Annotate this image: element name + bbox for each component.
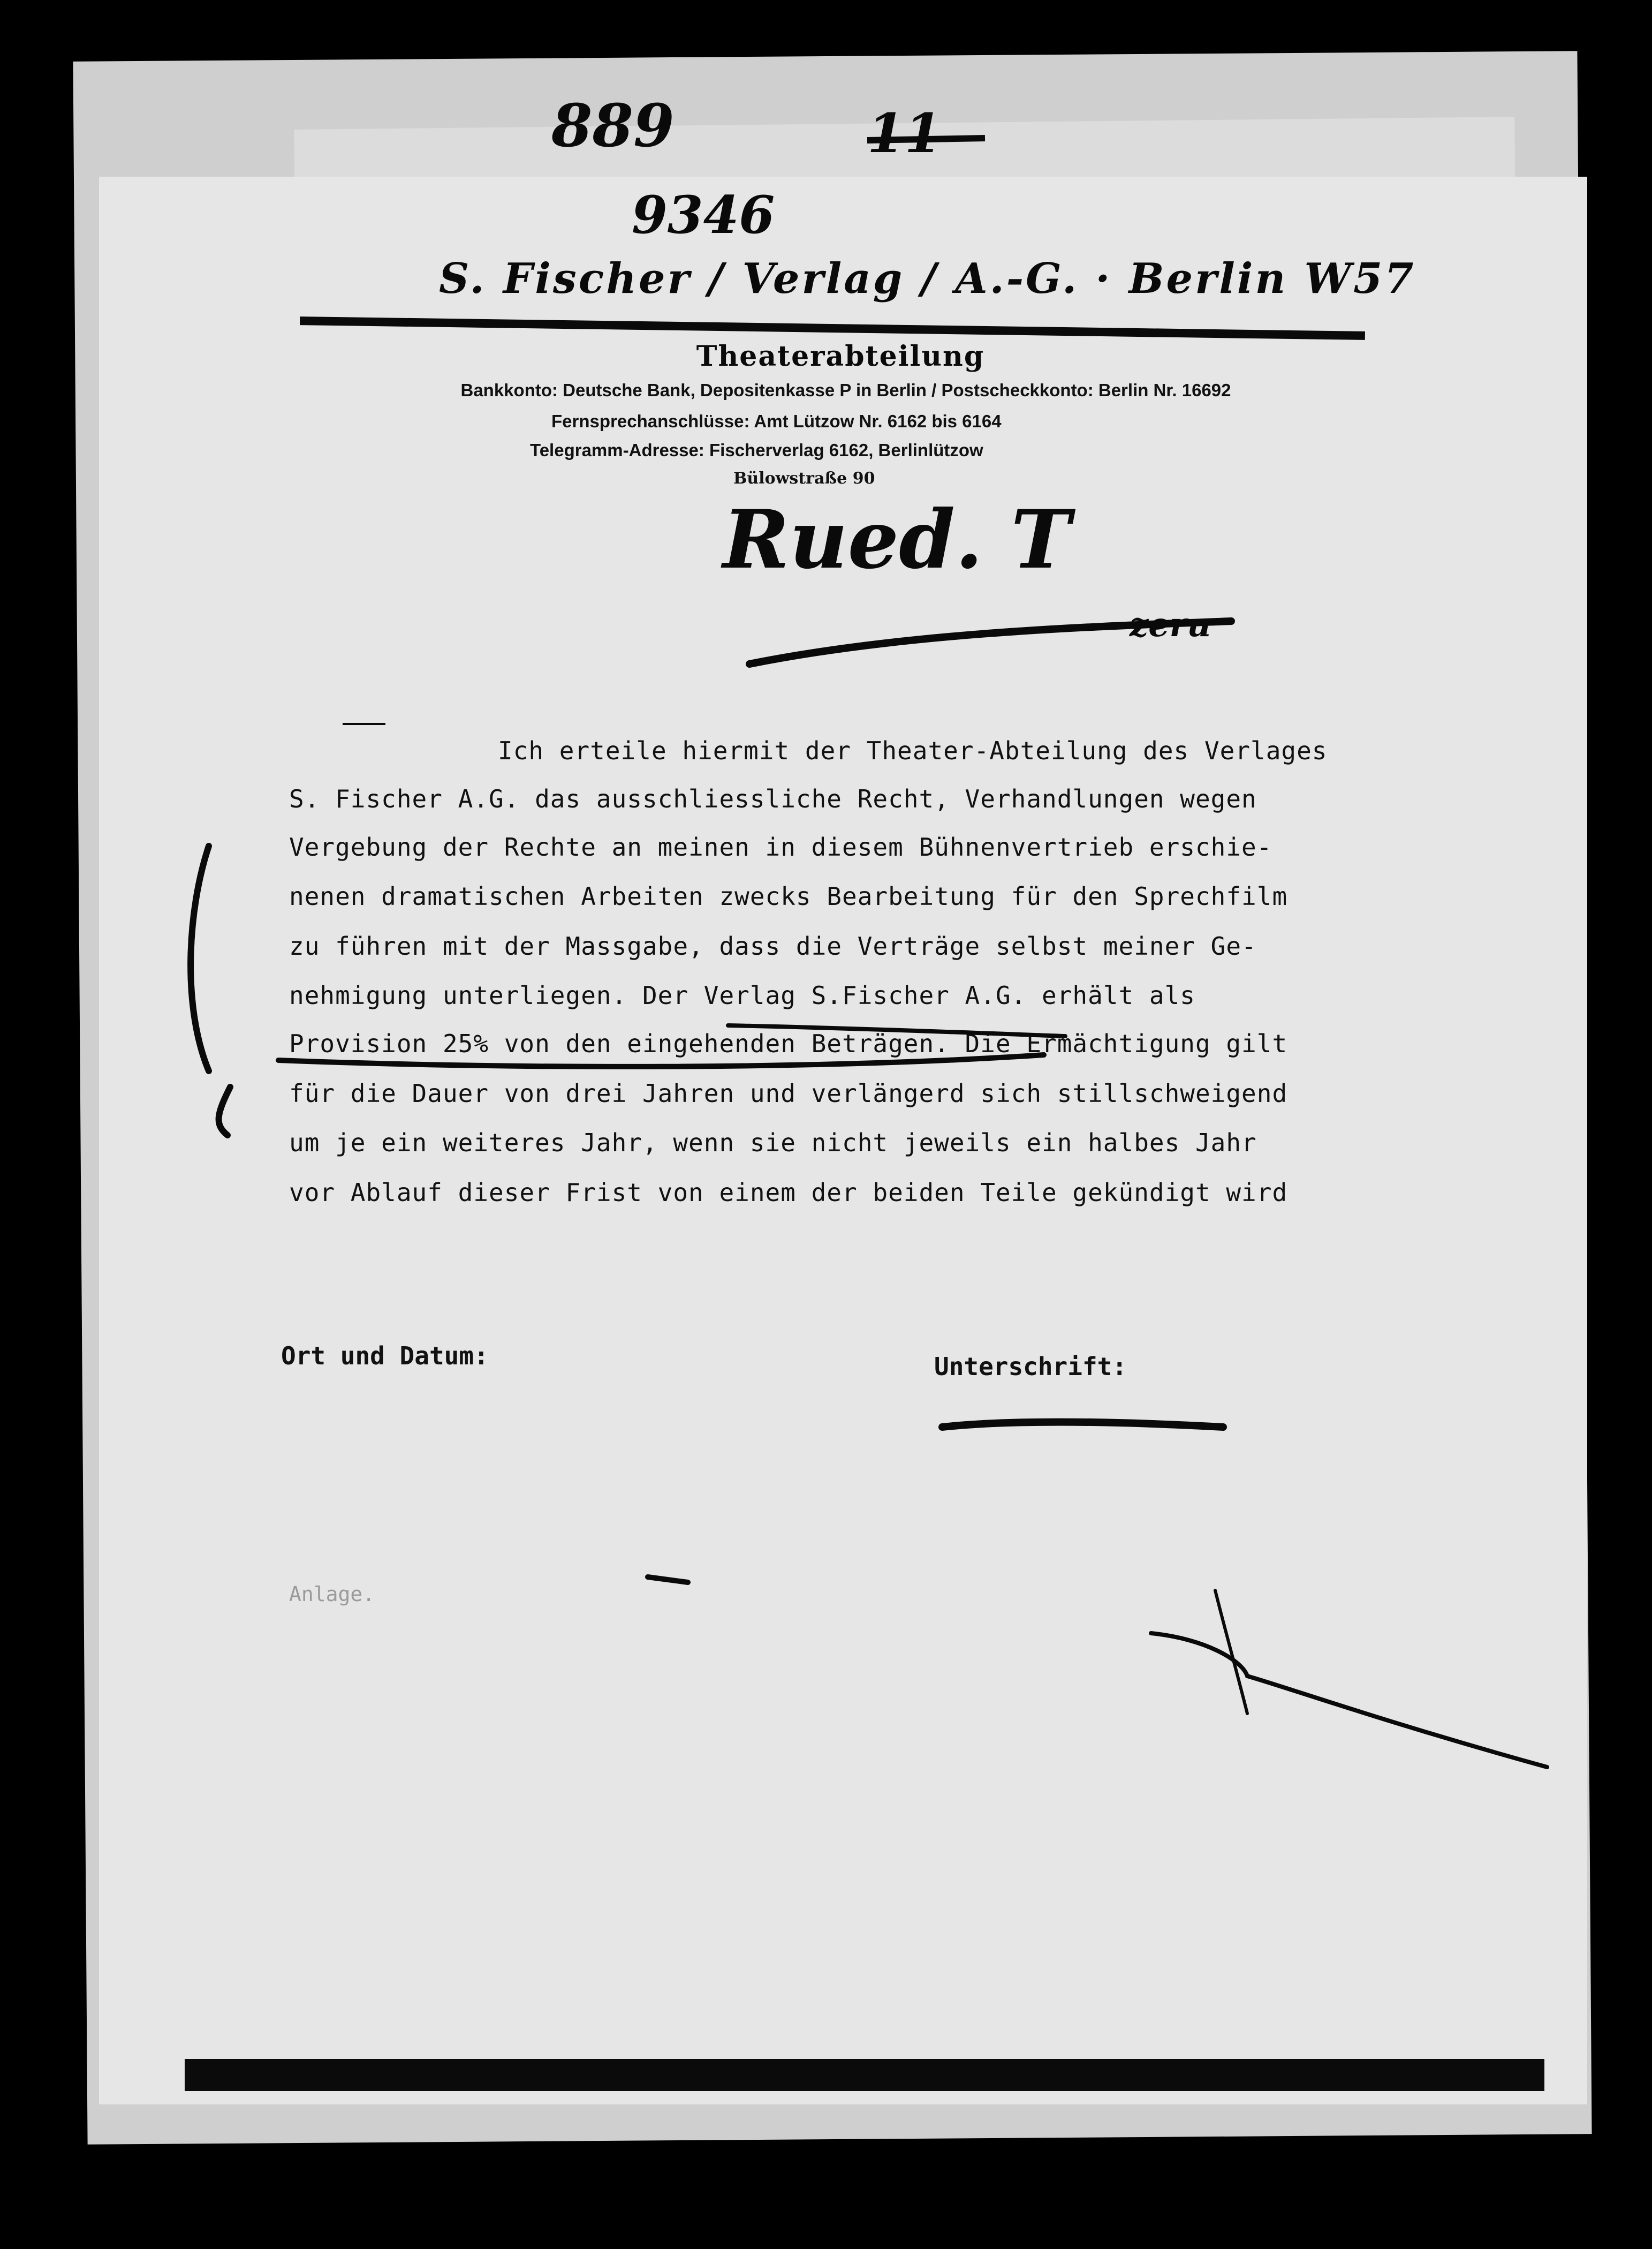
handwritten-mark: 11 <box>867 102 942 165</box>
margin-bracket-bottom <box>219 1087 230 1135</box>
body-line-4: nenen dramatischen Arbeiten zwecks Bearbeitung für den Sprechfilm <box>289 882 1288 911</box>
place-date-label: Ort und Datum: <box>281 1341 489 1370</box>
signature-underline <box>749 621 1231 664</box>
body-line-7: Provision 25% von den eingehenden Beträgen. Die Ermächtigung gilt <box>289 1029 1288 1058</box>
publisher-title: S. Fischer / Verlag / A.-G. · Berlin W57 <box>439 254 1416 303</box>
handwritten-note: Rued. T <box>723 493 1071 587</box>
department-heading: Theaterabteilung <box>696 340 985 373</box>
signature-line <box>942 1422 1223 1427</box>
show-through-annex: Anlage. <box>289 1582 375 1606</box>
body-line-2: S. Fischer A.G. das ausschliessliche Recht, Verhandlungen wegen <box>289 784 1257 813</box>
body-line-6: nehmigung unterliegen. Der Verlag S.Fischer A.G. erhält als <box>289 981 1195 1010</box>
provision-underline-2 <box>728 1025 1065 1036</box>
body-line-1: Ich erteile hiermit der Theater-Abteilung des Verlages <box>498 736 1328 765</box>
telegram-line: Telegramm-Adresse: Fischerverlag 6162, Berlinlützow <box>530 440 983 460</box>
body-line-5: zu führen mit der Massgabe, dass die Verträge selbst meiner Ge- <box>289 932 1257 961</box>
margin-bracket-top <box>191 846 209 1071</box>
body-line-10: vor Ablauf dieser Frist von einem der beiden Teile gekündigt wird <box>289 1178 1288 1207</box>
body-line-9: um je ein weiteres Jahr, wenn sie nicht jeweils ein halbes Jahr <box>289 1128 1257 1157</box>
cancel-stroke <box>1151 1633 1547 1767</box>
handwritten-stroke-top <box>867 138 985 140</box>
stray-dash <box>648 1577 688 1582</box>
handwritten-file-number: 9346 <box>632 185 775 245</box>
signature-label: Unterschrift: <box>934 1352 1127 1381</box>
handwritten-number: 889 <box>551 91 675 160</box>
phone-line: Fernsprechanschlüsse: Amt Lützow Nr. 6162 bis 6164 <box>551 411 1002 431</box>
provision-underline-1 <box>278 1055 1044 1067</box>
body-line-3: Vergebung der Rechte an meinen in diesem Bühnenvertrieb erschie- <box>289 833 1272 862</box>
bank-line: Bankkonto: Deutsche Bank, Depositenkasse P in Berlin / Postscheckkonto: Berlin Nr. 16692 <box>460 380 1231 400</box>
street-line: Bülowstraße 90 <box>733 469 875 488</box>
body-line-8: für die Dauer von drei Jahren und verlängerd sich stillschweigend <box>289 1079 1288 1108</box>
handwritten-suffix: zeru <box>1130 605 1211 644</box>
